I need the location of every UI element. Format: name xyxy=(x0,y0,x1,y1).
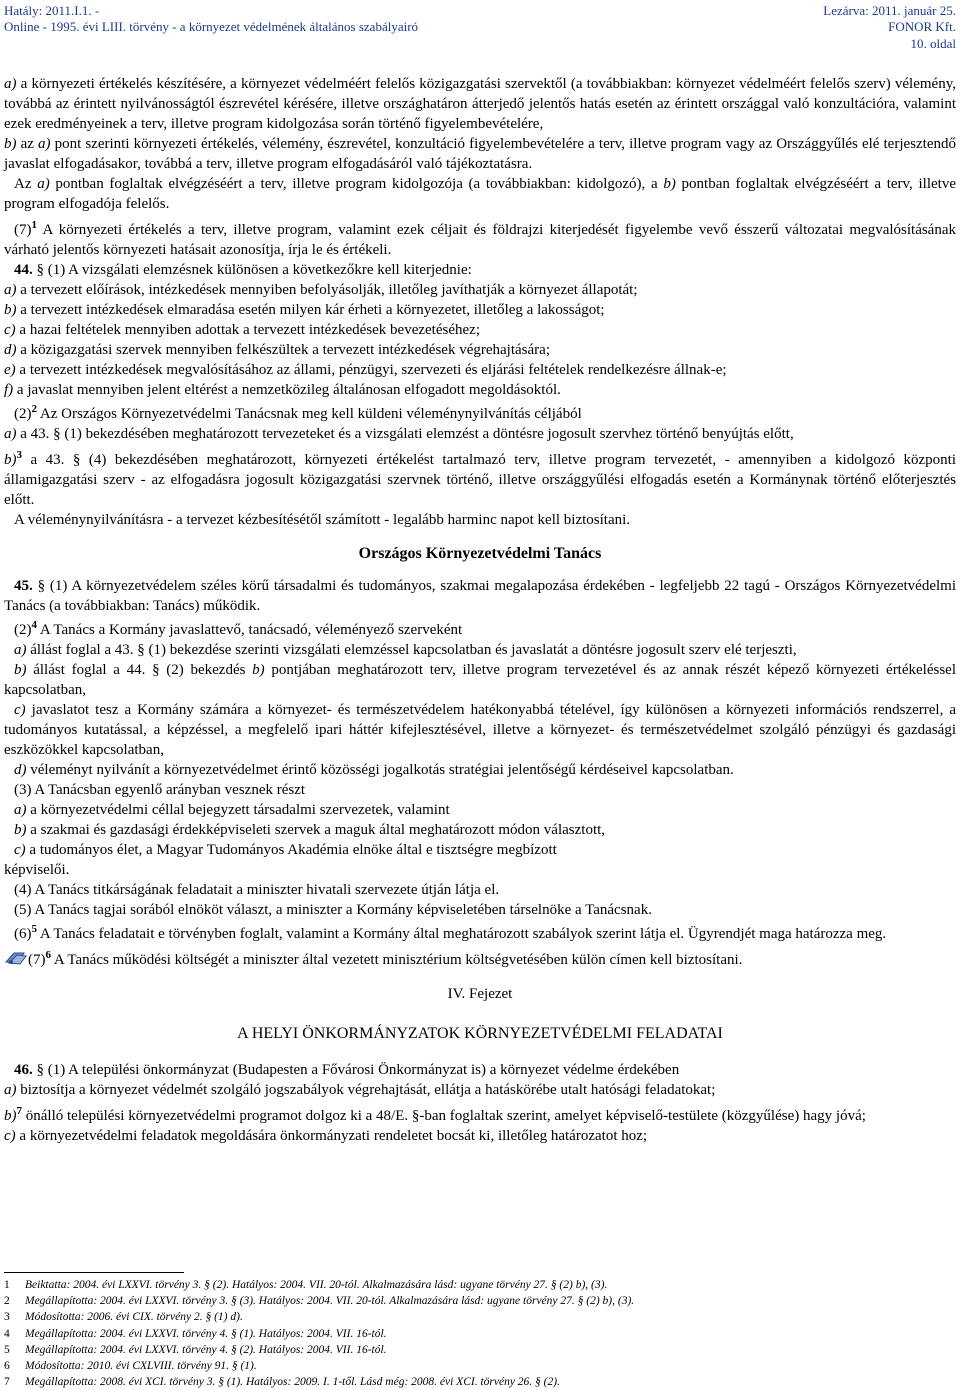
list-item: b)$^3$ a 43. § (4) bekezdésében meghatározott, környezeti értékelést tartalmazó terv, illetve program tervezetét, - amennyiben a kidolgozó központi államigazgatási szerv - az elfogadásra jogosult közigazgatási szervnek történő, illetve országgyűlési elfogadás esetén a Kormánynak történő előterjesztés előtt. xyxy=(4,449,956,508)
footnote-number: 2 xyxy=(4,1295,10,1308)
footnote-text: Beiktatta: 2004. évi LXXVI. törvény 3. § (2). Hatályos: 2004. VII. 20-tól. Alkalmazására lásd: ugyane törvény 27. § (2) b), (3). xyxy=(25,1279,608,1291)
footnote-text: Megállapította: 2004. évi LXXVI. törvény 3. § (3). Hatályos: 2004. VII. 20-tól. Alkalmazására lásd: ugyane törvény 27. § (2) b), (3). xyxy=(25,1295,635,1308)
footnote xyxy=(4,1374,956,1390)
footnote-text: Megállapította: 2004. évi LXXVI. törvény 4. § (1). Hatályos: 2004. VII. 16-tól. xyxy=(25,1327,387,1340)
footnote-text: Megállapította: 2008. évi XCI. törvény 3. § (1). Hatályos: 2009. I. 1-től. Lásd még: 2008. évi XCI. törvény 26. § (2). xyxy=(25,1376,560,1389)
footnote xyxy=(4,1326,956,1342)
paragraph: (4) A Tanács titkárságának feladatait a miniszter hivatali szervezete útján látja el. xyxy=(14,882,500,898)
chapter-number: IV. Fejezet xyxy=(447,986,513,1002)
list-item: a) a tervezett előírások, intézkedések mennyiben befolyásolják, illetőleg javíthatják a környezet állapotát; xyxy=(4,282,638,298)
list-item: a) a 43. § (1) bekezdésében meghatározott tervezeteket és a vizsgálati elemzést a döntésre jogosult szervhez történő benyújtás előtt, xyxy=(4,426,794,442)
footnote-number: 3 xyxy=(4,1311,10,1324)
list-item: d) a közigazgatási szervek mennyiben felkészültek a tervezett intézkedések végrehajtására; xyxy=(4,342,550,358)
list-item: c) a hazai feltételek mennyiben adottak a tervezett intézkedések bevezetéséhez; xyxy=(4,322,480,338)
list-item: e) a tervezett intézkedések megvalósításához az állami, pénzügyi, szervezeti és eljárási feltételek rendelkezésre állnak-e; xyxy=(4,362,727,378)
history-note-icon[interactable] xyxy=(4,950,28,966)
footnote-divider xyxy=(4,1272,184,1273)
document-body xyxy=(4,74,956,1146)
list-item: c) javaslatot tesz a Kormány számára a környezet- és természetvédelem hatékonyabbá tételével, így különösen a környezeti információs rendszerrel, a tudományos kutatással, a képzéssel, a megfelelő ipari háttér kifejlesztésével, illetve a környezet- és természetvédelmet szolgáló pénzügyi és gazdasági eszközökkel kapcsolatban, xyxy=(4,702,956,758)
footnote-number: 1 xyxy=(4,1279,10,1291)
footnote-number: 6 xyxy=(4,1360,10,1373)
footnote xyxy=(4,1309,956,1325)
chapter-title: A HELYI ÖNKORMÁNYZATOK KÖRNYEZETVÉDELMI FELADATAI xyxy=(237,1025,723,1042)
document-source-title: Online - 1995. évi LIII. törvény - a környezet védelmének általános szabályairó xyxy=(4,19,419,34)
section-46: 46. § (1) A települési önkormányzat (Budapesten a Fővárosi Önkormányzat is) a környezet védelme érdekében xyxy=(14,1062,680,1078)
paragraph: $(2)^2$ Az Országos Környezetvédelmi Tanácsnak meg kell küldeni véleménynyilvánítás céljából xyxy=(14,403,582,422)
list-item: a) állást foglal a 43. § (1) bekezdése szerinti vizsgálati elemzéssel kapcsolatban és javaslatát a döntésre jogosult szerv elé terjeszti, xyxy=(14,642,797,658)
paragraph: $(6)^5$ A Tanács feladatait e törvényben foglalt, valamint a Kormány által meghatározott szabályok szerint látja el. Ügyrendjét maga határozza meg. xyxy=(14,923,887,942)
closing-date: Lezárva: 2011. január 25. xyxy=(823,3,956,18)
list-item: a) biztosítja a környezet védelmét szolgáló jogszabályok végrehajtását, ellátja a hatáskörébe utalt hatósági feladatokat; xyxy=(4,1082,716,1098)
list-item: b) a szakmai és gazdasági érdekképviseleti szervek a maguk által meghatározott módon választott, xyxy=(14,822,606,838)
list-item: a) a környezetvédelmi céllal bejegyzett társadalmi szervezetek, valamint xyxy=(14,802,450,818)
list-item: b) állást foglal a 44. § (2) bekezdés b) pontjában meghatározott terv, illetve program tervezetével és az annak részét képező környezeti értékeléssel kapcsolatban, xyxy=(4,662,956,698)
paragraph: b) az a) pont szerinti környezeti értékelés, vélemény, észrevétel, konzultáció figyelembevételére a terv, illetve program vagy az Országgyűlés elé terjesztendő javaslat elfogadásakor, továbbá a terv, illetve program elfogadásáról való tájékoztatásra. xyxy=(4,136,956,172)
paragraph: $(7)^6$ A Tanács működési költségét a miniszter által vezetett minisztérium költségvetésében külön címen kell biztosítani. xyxy=(4,950,956,970)
list-item: d) véleményt nyilvánít a környezetvédelmet érintő közösségi jogalkotás stratégiai jelentőségű kérdéseivel kapcsolatban. xyxy=(14,762,734,778)
page-number: 10. oldal xyxy=(910,36,956,51)
list-item: b) a tervezett intézkedések elmaradása esetén milyen kár érheti a környezetet, illetőleg a lakosságot; xyxy=(4,302,605,318)
section-45: 45. § (1) A környezetvédelem széles körű társadalmi és tudományos, szakmai megalapozása érdekében - legfeljebb 22 tagú - Országos Környezetvédelmi Tanács (a továbbiakban: Tanács) működik. xyxy=(4,578,956,614)
publisher: FONOR Kft. xyxy=(888,19,956,34)
paragraph: a) a környezeti értékelés készítésére, a környezet védelméért felelős közigazgatási szervektől (a továbbiakban: környezet védelméért felelős szerv) vélemény, továbbá az érintett nyilvánosságtól észrevétel kérésére, illetve országhatáron átterjedő jelentős hatás esetén az érintett országgal való konzultációra, valamint ezek eredményeinek a terv, illetve program kidolgozása során történő figyelembevételére, xyxy=(4,76,956,132)
paragraph: (3) A Tanácsban egyenlő arányban vesznek részt xyxy=(14,782,306,798)
footnote xyxy=(4,1293,956,1309)
effective-date: Hatály: 2011.I.1. - xyxy=(4,3,100,18)
paragraph: (5) A Tanács tagjai sorából elnököt választ, a miniszter a Kormány képviseletében társelnöke a Tanácsnak. xyxy=(14,902,652,918)
footnote-text: Módosította: 2010. évi CXLVIII. törvény 91. § (1). xyxy=(25,1360,257,1373)
footnote xyxy=(4,1358,956,1374)
list-item-tail: képviselői. xyxy=(4,862,70,878)
footnote xyxy=(4,1342,956,1358)
section-title: Országos Környezetvédelmi Tanács xyxy=(358,545,602,562)
list-item: c) a környezetvédelmi feladatok megoldására önkormányzati rendeletet bocsát ki, illetőleg határozatot hoz; xyxy=(4,1128,648,1144)
paragraph: $(7)^1$ A környezeti értékelés a terv, illetve program, valamint ezek céljait és földrajzi kiterjedését figyelembe vevő ésszerű változatai megvalósításának várható jelentős környezeti hatásait azonosítja, írja le és értékeli. xyxy=(4,219,956,258)
footnote-text: Módosította: 2006. évi CIX. törvény 2. § (1) d). xyxy=(25,1311,243,1324)
paragraph: Az a) pontban foglaltak elvégzéséért a terv, illetve program kidolgozója (a továbbiakban: kidolgozó), a b) pontban foglaltak elvégzéséért a terv, illetve program elfogadója felelős. xyxy=(4,176,956,212)
list-44 xyxy=(4,280,956,400)
footnote-number: 5 xyxy=(4,1343,10,1356)
list-item: b)$^7$ önálló települési környezetvédelmi programot dolgoz ki a 48/E. §-ban foglaltak szerint, amelyet képviselő-testülete (közgyűlése) hagy jóvá; xyxy=(4,1105,866,1124)
footnote-number: 7 xyxy=(4,1376,10,1389)
footnote xyxy=(4,1277,956,1293)
section-44: 44. § (1) A vizsgálati elemzésnek különösen a következőkre kell kiterjednie: xyxy=(14,262,472,278)
list-item: c) a tudományos élet, a Magyar Tudományos Akadémia elnöke által e tisztségre megbízott xyxy=(14,842,557,858)
list-item: f) a javaslat mennyiben jelent eltérést a nemzetközileg általánosan elfogadott megoldásoktól. xyxy=(4,382,561,398)
paragraph: A véleménynyilvánításra - a tervezet kézbesítésétől számított - legalább harminc napot kell biztosítani. xyxy=(14,512,631,528)
footnote-number: 4 xyxy=(4,1327,10,1340)
footnote-text: Megállapította: 2004. évi LXXVI. törvény 4. § (2). Hatályos: 2004. VII. 16-tól. xyxy=(25,1343,387,1356)
footnotes xyxy=(4,1277,956,1390)
paragraph: $(2)^4$ A Tanács a Kormány javaslattevő, tanácsadó, véleményező szerveként xyxy=(14,619,463,638)
page-header xyxy=(0,0,960,54)
